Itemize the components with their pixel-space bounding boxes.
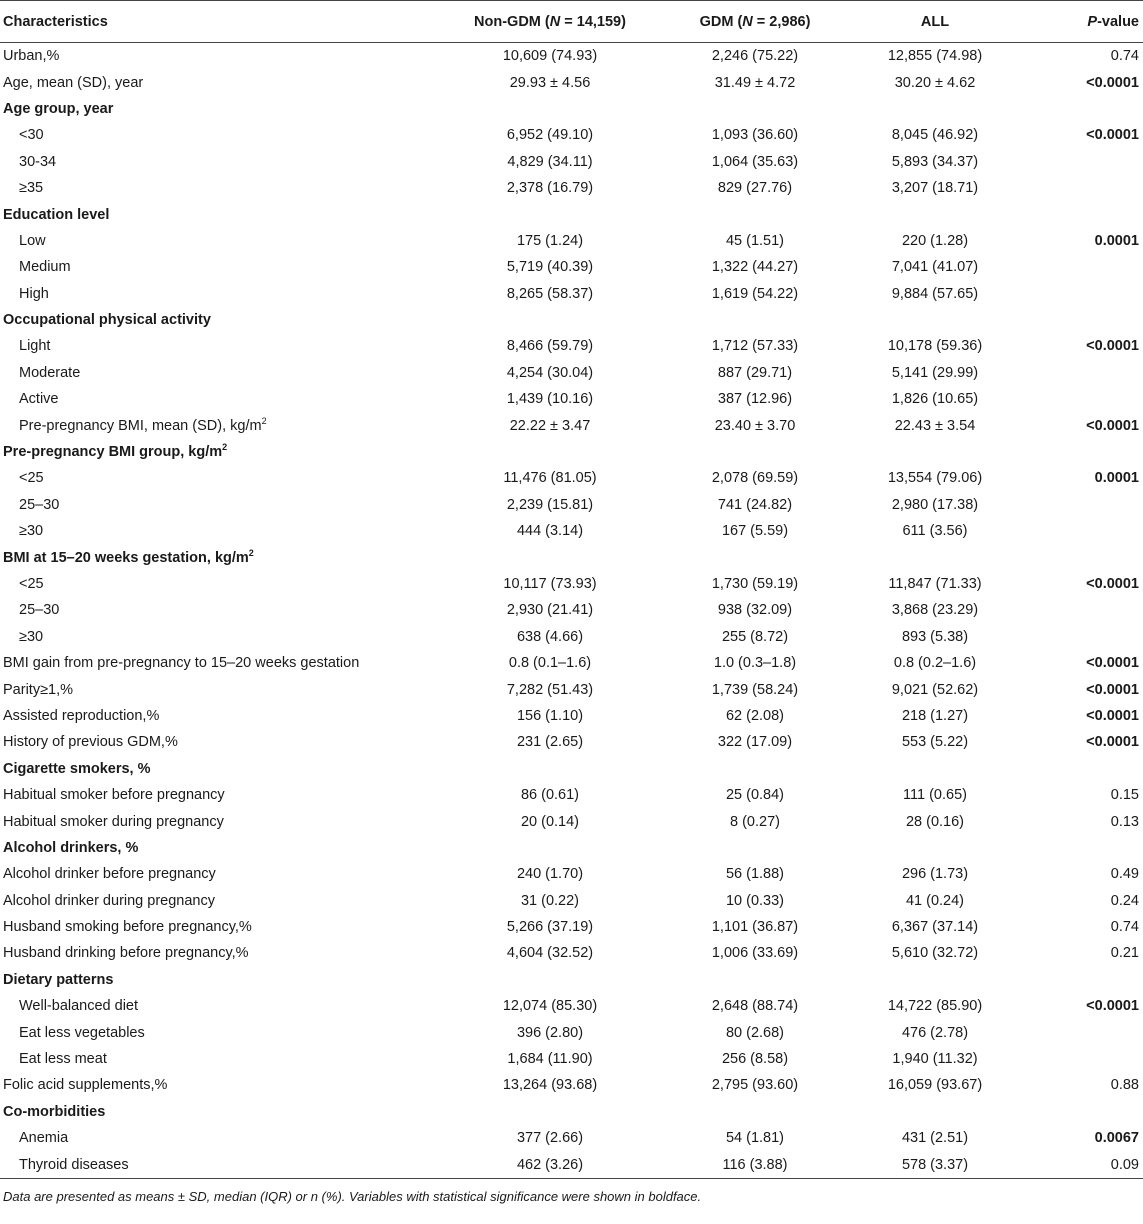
- row-label: <25: [19, 470, 44, 487]
- table-row: [0, 1019, 1143, 1045]
- cell-non-gdm: [430, 1099, 670, 1125]
- table-row: [0, 808, 1143, 834]
- cell-non-gdm: 1,439 (10.16): [506, 391, 594, 408]
- cell-p-value: 0.74: [1110, 919, 1139, 936]
- cell-all: 1,940 (11.32): [892, 1051, 978, 1068]
- cell-all: 553 (5.22): [901, 734, 969, 751]
- cell-all: 12,855 (74.98): [887, 48, 983, 65]
- cell-non-gdm: 4,604 (32.52): [506, 945, 594, 962]
- cell-non-gdm: 5,266 (37.19): [506, 919, 594, 936]
- header-non-gdm: Non-GDM (N = 14,159): [430, 1, 670, 43]
- superscript: 2: [248, 547, 254, 558]
- cell-non-gdm: 4,254 (30.04): [506, 364, 594, 381]
- cell-all: 30.20 ± 4.62: [894, 74, 976, 91]
- row-label: Alcohol drinkers, %: [3, 839, 139, 856]
- cell-all: 28 (0.16): [905, 813, 965, 830]
- cell-p-value: <0.0001: [1086, 655, 1139, 672]
- cell-gdm: 322 (17.09): [717, 734, 793, 751]
- row-label: BMI gain from pre-pregnancy to 15–20 weeks gestation: [3, 655, 360, 672]
- row-label: Cigarette smokers, %: [3, 760, 151, 777]
- table-row: [0, 676, 1143, 702]
- cell-non-gdm: 2,239 (15.81): [506, 496, 594, 513]
- table-row: [0, 914, 1143, 940]
- cell-gdm: 23.40 ± 3.70: [714, 417, 796, 434]
- row-label: Medium: [19, 259, 71, 276]
- cell-all: [840, 967, 1030, 993]
- cell-gdm: 1,730 (59.19): [711, 576, 799, 592]
- cell-p-value: <0.0001: [1086, 417, 1139, 434]
- row-label: Well-balanced diet: [19, 998, 139, 1015]
- row-label: Habitual smoker during pregnancy: [3, 813, 224, 830]
- cell-all: [840, 96, 1030, 122]
- cell-all: [840, 756, 1030, 782]
- cell-p-value: 0.74: [1110, 48, 1139, 65]
- row-label: <25: [19, 576, 44, 592]
- header-all: ALL: [840, 1, 1030, 43]
- cell-all: 296 (1.73): [901, 866, 969, 883]
- cell-p-value: 0.13: [1110, 813, 1139, 830]
- cell-all: 5,893 (34.37): [891, 153, 979, 170]
- cell-all: [840, 307, 1030, 333]
- cell-gdm: 829 (27.76): [717, 180, 793, 197]
- cell-non-gdm: 231 (2.65): [516, 734, 584, 751]
- table-row: [0, 228, 1143, 254]
- cell-p-value: <0.0001: [1086, 127, 1139, 144]
- cell-non-gdm: 20 (0.14): [520, 813, 580, 830]
- table-row: [0, 940, 1143, 966]
- cell-non-gdm: 6,952 (49.10): [506, 127, 594, 144]
- cell-non-gdm: [430, 544, 670, 570]
- table-row: [0, 835, 1143, 861]
- cell-p-value: <0.0001: [1086, 576, 1139, 592]
- cell-p-value: <0.0001: [1086, 734, 1139, 751]
- table-row: [0, 1046, 1143, 1072]
- cell-gdm: 1,093 (36.60): [711, 127, 799, 144]
- cell-gdm: 2,648 (88.74): [711, 998, 799, 1015]
- row-label: Light: [19, 338, 51, 355]
- cell-non-gdm: 29.93 ± 4.56: [509, 74, 591, 91]
- cell-gdm: 938 (32.09): [717, 602, 793, 619]
- row-label: Eat less vegetables: [19, 1024, 145, 1041]
- cell-gdm: 1,739 (58.24): [711, 681, 799, 698]
- cell-all: 0.8 (0.2–1.6): [893, 655, 977, 672]
- cell-non-gdm: 31 (0.22): [520, 892, 580, 909]
- cell-gdm: 8 (0.27): [730, 813, 780, 830]
- cell-p-value: [1030, 149, 1143, 175]
- cell-non-gdm: 156 (1.10): [516, 707, 584, 724]
- cell-all: 13,554 (79.06): [887, 470, 983, 487]
- header-p-value: P-value: [1030, 1, 1143, 43]
- superscript: 2: [261, 415, 267, 426]
- cell-non-gdm: 22.22 ± 3.47: [509, 417, 591, 434]
- cell-p-value: [1030, 1046, 1143, 1072]
- cell-gdm: 116 (3.88): [670, 1151, 840, 1178]
- cell-non-gdm: 2,378 (16.79): [506, 180, 594, 197]
- superscript: 2: [222, 442, 228, 453]
- row-label: Pre-pregnancy BMI group, $kg/m^2$: [3, 442, 228, 461]
- cell-p-value: 0.15: [1110, 787, 1139, 804]
- cell-all: 9,021 (52.62): [891, 681, 979, 698]
- cell-gdm: 1,712 (57.33): [711, 338, 799, 355]
- cell-all: [840, 1099, 1030, 1125]
- cell-all: 7,041 (41.07): [891, 259, 979, 276]
- table-row: [0, 412, 1143, 438]
- table-row: [0, 967, 1143, 993]
- cell-non-gdm: 396 (2.80): [516, 1024, 584, 1041]
- cell-non-gdm: 13,264 (93.68): [502, 1077, 598, 1094]
- cell-gdm: [670, 201, 840, 227]
- cell-gdm: [670, 439, 840, 465]
- table-row: [0, 465, 1143, 491]
- cell-p-value: [1030, 254, 1143, 280]
- table-row: [0, 254, 1143, 280]
- cell-p-value: <0.0001: [1086, 681, 1139, 698]
- cell-all: 5,141 (29.99): [891, 364, 979, 381]
- cell-non-gdm: 5,719 (40.39): [506, 259, 594, 276]
- cell-p-value: [1030, 307, 1143, 333]
- cell-gdm: 31.49 ± 4.72: [714, 74, 796, 91]
- cell-all: 2,980 (17.38): [891, 496, 979, 513]
- cell-gdm: 887 (29.71): [717, 364, 793, 381]
- table-row: [0, 281, 1143, 307]
- cell-all: 14,722 (85.90): [887, 998, 983, 1015]
- row-label: History of previous GDM,%: [3, 734, 178, 751]
- cell-non-gdm: [430, 96, 670, 122]
- row-label: 25–30: [19, 602, 60, 619]
- cell-p-value: 0.24: [1110, 892, 1139, 909]
- cell-gdm: [670, 835, 840, 861]
- table-row: [0, 729, 1143, 755]
- table-row: [0, 439, 1143, 465]
- cell-p-value: 0.0001: [1094, 470, 1139, 487]
- cell-p-value: 0.88: [1110, 1077, 1139, 1094]
- row-label: 30-34: [19, 153, 57, 170]
- cell-all: [840, 835, 1030, 861]
- row-label: Thyroid diseases: [0, 1151, 430, 1178]
- cell-non-gdm: 11,476 (81.05): [503, 470, 597, 487]
- row-label: Dietary patterns: [3, 971, 114, 988]
- cell-gdm: 256 (8.58): [721, 1051, 789, 1068]
- table-row: [0, 43, 1143, 70]
- cell-gdm: [670, 544, 840, 570]
- cell-non-gdm: 12,074 (85.30): [502, 998, 598, 1015]
- cell-gdm: 741 (24.82): [717, 496, 793, 513]
- cell-gdm: 45 (1.51): [725, 232, 785, 249]
- row-label: Age, mean (SD), year: [3, 74, 144, 91]
- cell-non-gdm: 462 (3.26): [430, 1151, 670, 1178]
- cell-non-gdm: [430, 439, 670, 465]
- cell-all: 578 (3.37): [840, 1151, 1030, 1178]
- cell-non-gdm: 4,829 (34.11): [507, 153, 593, 170]
- cell-gdm: 387 (12.96): [717, 391, 793, 408]
- cell-non-gdm: 1,684 (11.90): [507, 1051, 593, 1068]
- table-row: [0, 333, 1143, 359]
- cell-gdm: [670, 307, 840, 333]
- cell-non-gdm: 175 (1.24): [516, 232, 584, 249]
- table-row: [0, 201, 1143, 227]
- cell-all: 6,367 (37.14): [891, 919, 979, 936]
- cell-non-gdm: 10,117 (73.93): [503, 576, 597, 592]
- table-row: [0, 518, 1143, 544]
- cell-all: 220 (1.28): [901, 232, 969, 249]
- cell-p-value: [1030, 281, 1143, 307]
- table-body: [0, 43, 1143, 1179]
- cell-all: [840, 201, 1030, 227]
- cell-p-value: [1030, 835, 1143, 861]
- row-label: Habitual smoker before pregnancy: [3, 787, 225, 804]
- row-label: Anemia: [19, 1130, 69, 1147]
- table-row: [0, 993, 1143, 1019]
- cell-p-value: <0.0001: [1086, 74, 1139, 91]
- cell-gdm: 25 (0.84): [725, 787, 785, 804]
- cell-non-gdm: 638 (4.66): [516, 628, 584, 645]
- cell-gdm: 1.0 (0.3–1.8): [713, 655, 797, 672]
- cell-all: 9,884 (57.65): [891, 285, 979, 302]
- cell-all: 3,207 (18.71): [891, 180, 979, 197]
- cell-p-value: [1030, 386, 1143, 412]
- table-row: [0, 1125, 1143, 1151]
- cell-all: 476 (2.78): [901, 1024, 969, 1041]
- table-row: [0, 122, 1143, 148]
- cell-p-value: [1030, 1099, 1143, 1125]
- cell-gdm: 167 (5.59): [721, 523, 789, 540]
- cell-p-value: [1030, 201, 1143, 227]
- cell-p-value: [1030, 1019, 1143, 1045]
- table-row: [0, 96, 1143, 122]
- cell-gdm: 1,006 (33.69): [711, 945, 799, 962]
- cell-non-gdm: 7,282 (51.43): [506, 681, 594, 698]
- cell-p-value: [1030, 967, 1143, 993]
- cell-gdm: 1,064 (35.63): [711, 153, 799, 170]
- cell-non-gdm: 8,265 (58.37): [506, 285, 594, 302]
- cell-p-value: [1030, 756, 1143, 782]
- cell-non-gdm: [430, 756, 670, 782]
- cell-p-value: <0.0001: [1086, 338, 1139, 355]
- table-row: [0, 703, 1143, 729]
- cell-gdm: 10 (0.33): [725, 892, 785, 909]
- cell-all: 22.43 ± 3.54: [894, 417, 976, 434]
- cell-non-gdm: 0.8 (0.1–1.6): [508, 655, 592, 672]
- row-label: Active: [19, 391, 59, 408]
- cell-all: 5,610 (32.72): [891, 945, 979, 962]
- row-label: Alcohol drinker during pregnancy: [3, 892, 215, 909]
- cell-gdm: 56 (1.88): [725, 866, 785, 883]
- cell-gdm: 2,246 (75.22): [711, 48, 799, 65]
- cell-gdm: 2,795 (93.60): [711, 1077, 799, 1094]
- table-row: [0, 175, 1143, 201]
- cell-non-gdm: 10,609 (74.93): [502, 48, 598, 65]
- row-label: Folic acid supplements,%: [3, 1077, 168, 1094]
- cell-gdm: [670, 96, 840, 122]
- cell-non-gdm: 240 (1.70): [516, 866, 584, 883]
- cell-non-gdm: 377 (2.66): [516, 1130, 584, 1147]
- table-row: [0, 1151, 1143, 1178]
- cell-p-value: [1030, 624, 1143, 650]
- row-label: Husband smoking before pregnancy,%: [3, 919, 252, 936]
- cell-gdm: 62 (2.08): [725, 707, 785, 724]
- cell-gdm: 54 (1.81): [725, 1130, 785, 1147]
- table-row: [0, 492, 1143, 518]
- row-label: Urban,%: [3, 48, 60, 65]
- row-label: Occupational physical activity: [3, 312, 211, 329]
- cell-p-value: [1030, 439, 1143, 465]
- cell-non-gdm: [430, 201, 670, 227]
- table-row: [0, 69, 1143, 95]
- row-label: Eat less meat: [19, 1051, 107, 1068]
- header-characteristics: Characteristics: [0, 1, 430, 43]
- cell-non-gdm: [430, 835, 670, 861]
- header-gdm: GDM (N = 2,986): [670, 1, 840, 43]
- table-row: [0, 782, 1143, 808]
- table-row: [0, 597, 1143, 623]
- cell-all: 111 (0.65): [903, 787, 967, 804]
- cell-p-value: [1030, 492, 1143, 518]
- cell-p-value: 0.09: [1030, 1151, 1143, 1178]
- row-label: ≥30: [19, 523, 44, 540]
- cell-gdm: 1,619 (54.22): [711, 285, 799, 302]
- cell-all: 1,826 (10.65): [891, 391, 979, 408]
- cell-p-value: [1030, 96, 1143, 122]
- cell-p-value: 0.49: [1110, 866, 1139, 883]
- cell-all: 11,847 (71.33): [888, 576, 982, 592]
- row-label: Assisted reproduction,%: [3, 707, 160, 724]
- cell-all: 611 (3.56): [902, 523, 968, 540]
- cell-all: 893 (5.38): [901, 628, 969, 645]
- cell-gdm: [670, 756, 840, 782]
- table-row: [0, 307, 1143, 333]
- table-row: [0, 571, 1143, 597]
- cell-all: 3,868 (23.29): [891, 602, 979, 619]
- cell-gdm: [670, 967, 840, 993]
- row-label: Parity≥1,%: [3, 681, 74, 698]
- table-row: [0, 149, 1143, 175]
- cell-all: 41 (0.24): [905, 892, 965, 909]
- cell-all: 218 (1.27): [901, 707, 969, 724]
- row-label: Education level: [3, 206, 110, 223]
- cell-all: 8,045 (46.92): [891, 127, 979, 144]
- cell-gdm: 255 (8.72): [721, 628, 789, 645]
- row-label: <30: [19, 127, 44, 144]
- row-label: Moderate: [19, 364, 81, 381]
- cell-p-value: <0.0001: [1086, 707, 1139, 724]
- cell-p-value: 0.21: [1110, 945, 1139, 962]
- cell-all: 16,059 (93.67): [887, 1077, 983, 1094]
- table-header: [0, 1, 1143, 43]
- row-label: High: [19, 285, 49, 302]
- table-row: [0, 1099, 1143, 1125]
- cell-p-value: 0.0001: [1094, 232, 1139, 249]
- table-row: [0, 888, 1143, 914]
- cell-non-gdm: [430, 307, 670, 333]
- row-label: Pre-pregnancy BMI, mean (SD), $kg/m^2$: [19, 415, 267, 434]
- cell-p-value: [1030, 175, 1143, 201]
- row-label: ≥35: [19, 180, 44, 197]
- cell-p-value: [1030, 518, 1143, 544]
- cell-p-value: [1030, 597, 1143, 623]
- table-row: [0, 756, 1143, 782]
- cell-p-value: 0.0067: [1094, 1130, 1139, 1147]
- table-row: [0, 386, 1143, 412]
- row-label: Co-morbidities: [3, 1103, 106, 1120]
- cell-non-gdm: 8,466 (59.79): [506, 338, 594, 355]
- row-label: Husband drinking before pregnancy,%: [3, 945, 249, 962]
- table-row: [0, 861, 1143, 887]
- table-row: [0, 544, 1143, 570]
- cell-gdm: 1,101 (36.87): [711, 919, 799, 936]
- cell-p-value: [1030, 360, 1143, 386]
- cell-non-gdm: [430, 967, 670, 993]
- table-footnote: Data are presented as means ± SD, median (IQR) or n (%). Variables with statistical significance were shown in boldface.: [3, 1188, 702, 1204]
- row-label: 25–30: [19, 496, 60, 513]
- cell-p-value: [1030, 544, 1143, 570]
- cell-gdm: 2,078 (69.59): [711, 470, 799, 487]
- table-row: [0, 624, 1143, 650]
- cell-gdm: 1,322 (44.27): [711, 259, 799, 276]
- cell-gdm: 80 (2.68): [725, 1024, 785, 1041]
- row-label: BMI at 15–20 weeks gestation, $kg/m^2$: [3, 547, 254, 566]
- table-row: [0, 1072, 1143, 1098]
- table-row: [0, 360, 1143, 386]
- row-label: Low: [19, 232, 46, 249]
- cell-gdm: [670, 1099, 840, 1125]
- row-label: Age group, year: [3, 100, 114, 117]
- cell-non-gdm: 86 (0.61): [520, 787, 580, 804]
- cell-all: 10,178 (59.36): [887, 338, 983, 355]
- row-label: ≥30: [19, 628, 44, 645]
- cell-all: 431 (2.51): [901, 1130, 969, 1147]
- cell-non-gdm: 2,930 (21.41): [506, 602, 594, 619]
- cell-p-value: <0.0001: [1086, 998, 1139, 1015]
- cell-all: [840, 544, 1030, 570]
- table-row: [0, 650, 1143, 676]
- cell-all: [840, 439, 1030, 465]
- cell-non-gdm: 444 (3.14): [516, 523, 584, 540]
- row-label: Alcohol drinker before pregnancy: [3, 866, 216, 883]
